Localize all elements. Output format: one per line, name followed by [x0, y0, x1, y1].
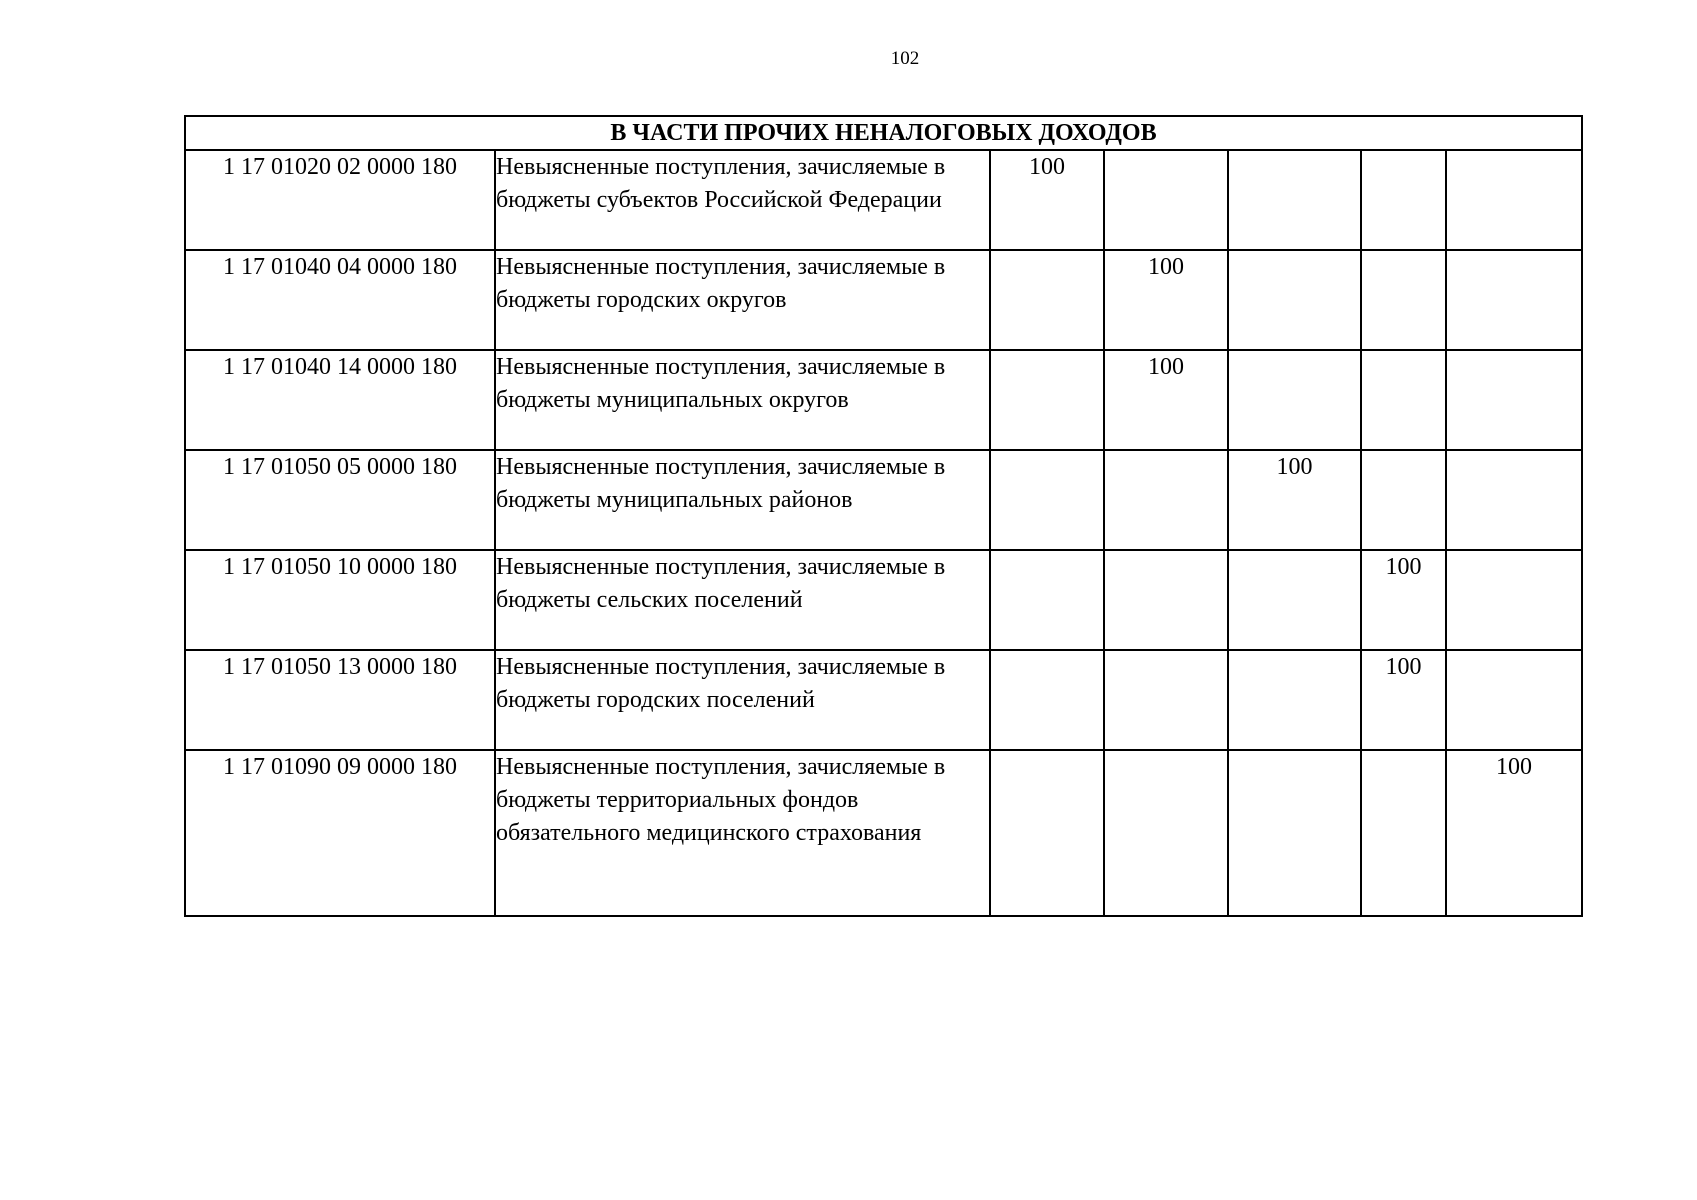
normative-value	[990, 450, 1104, 550]
table-body	[185, 150, 1582, 916]
normative-value	[1446, 650, 1582, 750]
section-title: В ЧАСТИ ПРОЧИХ НЕНАЛОГОВЫХ ДОХОДОВ	[185, 116, 1582, 150]
normative-value	[1361, 150, 1446, 250]
section-header-row	[185, 116, 1582, 150]
normative-value	[1361, 750, 1446, 916]
table-row	[185, 550, 1582, 650]
normative-value	[1104, 550, 1228, 650]
normative-value: 100	[1361, 650, 1446, 750]
normative-value	[1228, 250, 1361, 350]
table-row	[185, 650, 1582, 750]
normative-value	[1446, 250, 1582, 350]
normative-value	[990, 650, 1104, 750]
table-row	[185, 350, 1582, 450]
page-number: 102	[890, 48, 920, 69]
revenue-description: Невыясненные поступления, зачисляемые в бюджеты городских округов	[495, 250, 990, 350]
normative-value	[1104, 150, 1228, 250]
normative-value	[1446, 150, 1582, 250]
normative-value	[1104, 450, 1228, 550]
normative-value	[1228, 650, 1361, 750]
classification-code: 1 17 01020 02 0000 180	[185, 150, 495, 250]
normative-value: 100	[1228, 450, 1361, 550]
normative-value	[1446, 450, 1582, 550]
normative-value	[990, 250, 1104, 350]
classification-code: 1 17 01040 04 0000 180	[185, 250, 495, 350]
normative-value	[1104, 650, 1228, 750]
revenue-description: Невыясненные поступления, зачисляемые в бюджеты городских поселений	[495, 650, 990, 750]
revenue-distribution-table	[184, 115, 1583, 917]
normative-value	[1104, 750, 1228, 916]
normative-value: 100	[1104, 350, 1228, 450]
classification-code: 1 17 01050 13 0000 180	[185, 650, 495, 750]
normative-value	[1361, 350, 1446, 450]
revenue-description: Невыясненные поступления, зачисляемые в бюджеты муниципальных округов	[495, 350, 990, 450]
table-row	[185, 750, 1582, 916]
normative-value	[1228, 350, 1361, 450]
revenue-description: Невыясненные поступления, зачисляемые в бюджеты территориальных фондов обязательного медицинского страхования	[495, 750, 990, 916]
classification-code: 1 17 01050 05 0000 180	[185, 450, 495, 550]
normative-value	[1446, 350, 1582, 450]
revenue-description: Невыясненные поступления, зачисляемые в бюджеты сельских поселений	[495, 550, 990, 650]
classification-code: 1 17 01050 10 0000 180	[185, 550, 495, 650]
table-row	[185, 250, 1582, 350]
revenue-description: Невыясненные поступления, зачисляемые в бюджеты субъектов Российской Федерации	[495, 150, 990, 250]
normative-value	[1228, 750, 1361, 916]
table-row	[185, 150, 1582, 250]
normative-value	[990, 550, 1104, 650]
table-row	[185, 450, 1582, 550]
normative-value	[1228, 550, 1361, 650]
normative-value	[1361, 250, 1446, 350]
normative-value	[1446, 550, 1582, 650]
normative-value	[990, 750, 1104, 916]
classification-code: 1 17 01090 09 0000 180	[185, 750, 495, 916]
normative-value	[990, 350, 1104, 450]
normative-value: 100	[990, 150, 1104, 250]
normative-value: 100	[1361, 550, 1446, 650]
normative-value: 100	[1104, 250, 1228, 350]
normative-value: 100	[1446, 750, 1582, 916]
revenue-description: Невыясненные поступления, зачисляемые в бюджеты муниципальных районов	[495, 450, 990, 550]
normative-value	[1361, 450, 1446, 550]
classification-code: 1 17 01040 14 0000 180	[185, 350, 495, 450]
normative-value	[1228, 150, 1361, 250]
